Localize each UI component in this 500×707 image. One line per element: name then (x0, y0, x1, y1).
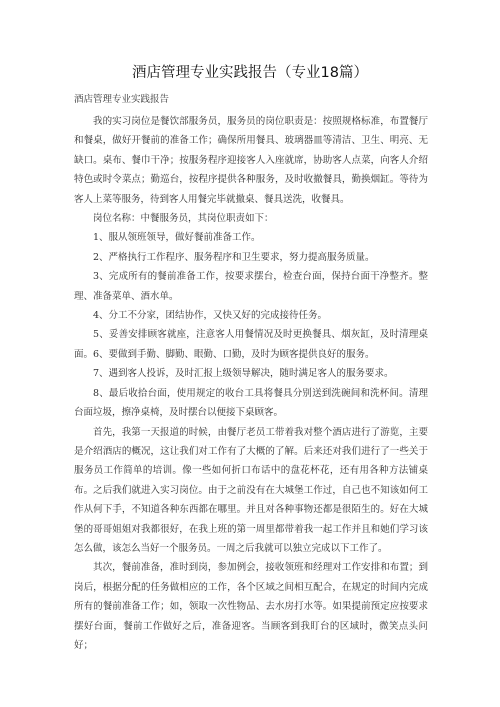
paragraph-duty-3: 3、完成所有的餐前准备工作，按要求摆台，检查台面，保持台面干净整齐。整理、准备菜单、酒水单。 (74, 271, 428, 302)
paragraph-first-day: 首先，我第一天报道的时候，由餐厅老员工带着我对整个酒店进行了游览，主要是介绍酒店的概况，这让我们对工作有了大概的了解。后来还对我们进行了一些关于服务员工作简单的培训。像一些如何折口布话中的盘花杯花，还有用各种方法铺桌布。之后我们就进入实习岗位。由于之前没有在大城堡工作过，自己也不知该如何工作从何下手，不知道各种东西都在哪里。并且对各种事物还都是很陌生的。好在大城堡的哥哥姐姐对我都很好，在我上班的第一周里都带着我一起工作并且和她们学习该怎么做，该怎么当好一个服务员。一周之后我就可以独立完成以下工作了。 (74, 426, 428, 554)
paragraph-preparation: 其次，餐前准备，准时到岗，参加例会，接收领班和经理对工作安排和布置；到岗后，根据分配的任务做相应的工作，各个区域之间相互配合，在规定的时间内完成所有的餐前准备工作；如，领取一次性物品、去水房打水等。如果提前预定应按要求摆好台面，餐前工作做好之后，准备迎客。当顾客到我盯台的区域时，微笑点头问好； (74, 562, 428, 651)
paragraph-intro: 我的实习岗位是餐饮部服务员，服务员的岗位职责是：按照规格标准，布置餐厅和餐桌，做好开餐前的准备工作；确保所用餐具、玻璃器皿等清洁、卫生、明亮、无缺口。桌布、餐巾干净；按服务程序迎接客人入座就席，协助客人点菜，向客人介绍特色或时令菜点；勤巡台，按程序提供各种服务，及时收撤餐具，勤换烟缸。等待为客人上菜等服务，待到客人用餐完毕就撤桌、餐具送洗，收餐具。 (74, 116, 428, 205)
paragraph-duty-4: 4、分工不分家，团结协作，又快又好的完成接待任务。 (93, 310, 328, 322)
document-body (74, 112, 428, 655)
paragraph-duty-8: 8、最后收拾台面，使用规定的收台工具将餐具分别送到洗碗间和洗杯间。清理台面垃圾，擦净桌椅，及时摆台以便接下桌顾客。 (74, 387, 428, 419)
paragraph-duty-7: 7、遇到客人投诉，及时汇报上级领导解决，随时满足客人的服务要求。 (93, 368, 394, 380)
document-title: 酒店管理专业实践报告（专业18篇） (132, 65, 368, 81)
paragraph-duty-1: 1、服从领班领导，做好餐前准备工作。 (93, 232, 261, 244)
paragraph-job-title: 岗位名称：中餐服务员，其岗位职责如下： (93, 213, 274, 225)
paragraph-duty-5-6: 5、妥善安排顾客就座，注意客人用餐情况及时更换餐具、烟灰缸，及时清理桌面。6、要做到手勤、脚勤、眼勤、口勤，及时为顾客提供良好的服务。 (74, 329, 428, 360)
paragraph-duty-2: 2、严格执行工作程序、服务程序和卫生要求，努力提高服务质量。 (93, 251, 375, 263)
document-subtitle: 酒店管理专业实践报告 (74, 94, 170, 105)
